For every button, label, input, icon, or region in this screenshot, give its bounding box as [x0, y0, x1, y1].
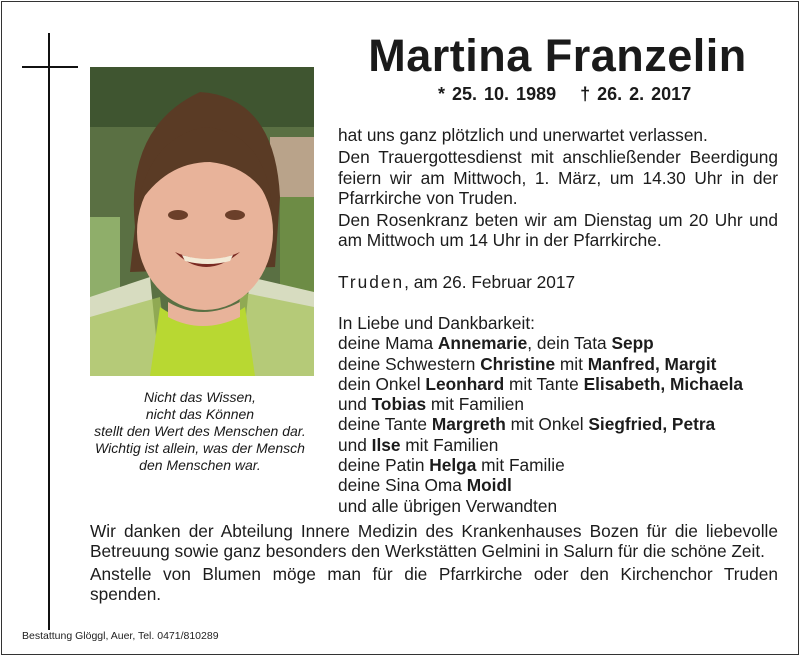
- family-name: Manfred, Margit: [587, 353, 717, 374]
- death-date: † 26. 2. 2017: [580, 84, 692, 104]
- portrait-photo: [90, 67, 314, 376]
- family-text: mit Familien: [426, 394, 525, 415]
- announcement-text: [338, 125, 778, 251]
- quote-line: den Menschen war.: [139, 457, 261, 473]
- family-name: Helga: [429, 455, 477, 476]
- family-text: mit Familien: [400, 434, 499, 455]
- quote-line: nicht das Können: [145, 406, 255, 422]
- family-name: Margreth: [431, 414, 506, 435]
- family-text: mit Familie: [476, 455, 565, 476]
- family-line: [338, 435, 743, 455]
- family-text: dein Onkel: [338, 373, 426, 394]
- family-text: deine Tante: [338, 414, 432, 435]
- family-name: Sepp: [611, 333, 654, 354]
- deceased-name: Martina Franzelin: [368, 30, 747, 81]
- family-text: mit Onkel: [505, 414, 589, 435]
- family-line: [338, 394, 743, 414]
- family-name: Moidl: [466, 475, 512, 496]
- family-name: Siegfried, Petra: [588, 414, 716, 435]
- family-line: [338, 374, 743, 394]
- announcement-paragraph: hat uns ganz plötzlich und unerwartet verlassen.: [338, 125, 708, 145]
- quote-line: Nicht das Wissen,: [144, 389, 256, 405]
- family-text: deine Sina Oma: [338, 475, 467, 496]
- life-dates: [438, 84, 691, 105]
- thanks-paragraph: Wir danken der Abteilung Innere Medizin des Krankenhauses Bozen für die liebevolle Betreuung sowie ganz besonders den Werkstätten Gelmini in Salurn für die schöne Zeit.: [90, 521, 778, 562]
- family-name: Ilse: [371, 434, 401, 455]
- cross-icon-horizontal: [22, 66, 78, 68]
- family-name: Annemarie: [437, 333, 528, 354]
- place-date-text: , am 26. Februar 2017: [404, 272, 576, 292]
- family-line: [338, 333, 743, 353]
- family-list: [338, 313, 743, 516]
- family-name: Christine: [480, 353, 556, 374]
- family-text: mit Tante: [504, 373, 584, 394]
- funeral-paragraph: Den Trauergottesdienst mit anschließender Beerdigung feiern wir am Mittwoch, 1. März, um 14.30 Uhr in der Pfarrkirche von Truden.: [338, 147, 778, 208]
- family-text: und: [338, 394, 372, 415]
- thanks-text: [90, 521, 778, 604]
- family-name: Leonhard: [425, 373, 505, 394]
- family-line: [338, 475, 743, 495]
- quote-line: stellt den Wert des Menschen dar.: [94, 423, 306, 439]
- place-town: Truden: [338, 272, 405, 292]
- family-line: [338, 354, 743, 374]
- family-text: deine Schwestern: [338, 353, 481, 374]
- family-text: , dein Tata: [527, 333, 612, 354]
- memorial-quote: [80, 389, 320, 474]
- family-name: Elisabeth, Michaela: [583, 373, 743, 394]
- cross-icon-vertical: [48, 33, 50, 630]
- rosary-paragraph: Den Rosenkranz beten wir am Dienstag um 20 Uhr und am Mittwoch um 14 Uhr in der Pfarrkirche.: [338, 210, 778, 251]
- family-line: [338, 414, 743, 434]
- family-name: Tobias: [371, 394, 427, 415]
- family-text: mit: [555, 353, 588, 374]
- family-line: [338, 455, 743, 475]
- quote-line: Wichtig ist allein, was der Mensch: [95, 440, 305, 456]
- birth-date: * 25. 10. 1989: [438, 84, 557, 104]
- family-text: und: [338, 434, 372, 455]
- family-text: deine Patin: [338, 455, 430, 476]
- family-intro: In Liebe und Dankbarkeit:: [338, 313, 535, 333]
- flowers-paragraph: Anstelle von Blumen möge man für die Pfarrkirche oder den Kirchenchor Truden spenden.: [90, 563, 778, 604]
- funeral-home-footer: Bestattung Glöggl, Auer, Tel. 0471/810289: [22, 630, 219, 642]
- place-date: [338, 272, 575, 293]
- family-line: und alle übrigen Verwandten: [338, 495, 558, 516]
- family-text: deine Mama: [338, 333, 438, 354]
